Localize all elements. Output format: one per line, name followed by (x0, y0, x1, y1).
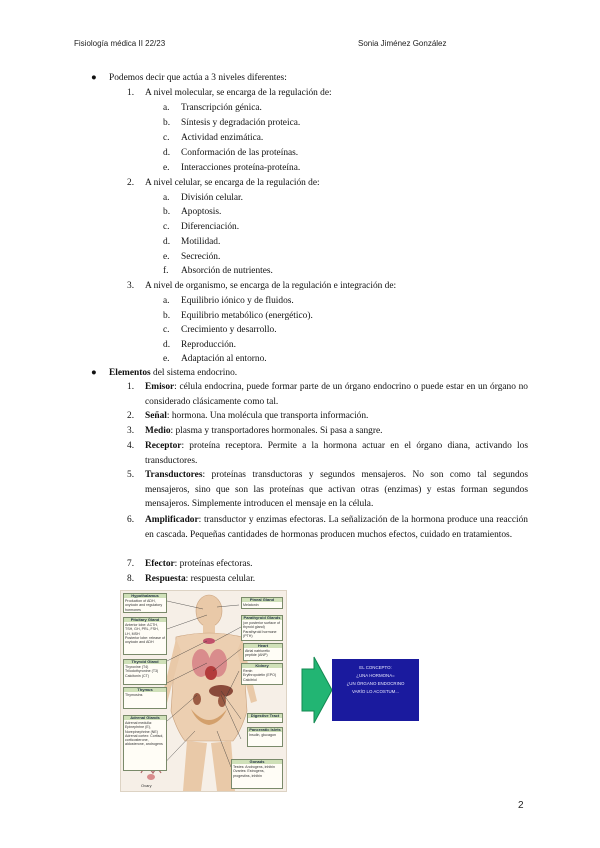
element-senal: Señal: hormona. Una molécula que transporta información. (145, 411, 369, 421)
element-transductores: Transductores: proteínas transductoras y segundos mensajeros. No son como tal segundos mensajeros, sino que son las proteínas que activan otras (enzimas) y estas forman segundos mensajeros. Simplemente introducen el mensaje en la célula. (145, 470, 528, 510)
page-number: 2 (518, 800, 524, 811)
sub-marker: e. (163, 252, 170, 262)
sub-marker: d. (163, 148, 171, 158)
label-pineal: Pineal Gland Melatonin (241, 597, 283, 609)
list-number: 4. (127, 441, 135, 451)
sub-marker: b. (163, 311, 171, 321)
list-item: Crecimiento y desarrollo. (181, 325, 277, 335)
list-item: Reproducción. (181, 340, 236, 350)
list-number: 1. (127, 382, 135, 392)
list-number: 3. (127, 426, 135, 436)
list-item: Secreción. (181, 252, 221, 262)
bullet: ● (91, 368, 97, 378)
list-item: Transcripción génica. (181, 103, 262, 113)
list-number: 1. (127, 88, 135, 98)
list-item: Adaptación al entorno. (181, 354, 267, 364)
header-right: Sonia Jiménez González (358, 39, 447, 48)
sub-marker: a. (163, 296, 170, 306)
list-number: 5. (127, 470, 135, 480)
label-thyroid: Thyroid Gland Thyroxine (T4) Triiodothyronine (T3) Calcitonin (CT) (123, 659, 167, 685)
sub-marker: b. (163, 118, 171, 128)
label-ovary: Ovary (141, 783, 152, 788)
list-number: 2. (127, 411, 135, 421)
sub-marker: a. (163, 193, 170, 203)
sub-marker: a. (163, 103, 170, 113)
label-pancreatic: Pancreatic Islets Insulin, glucagon (247, 727, 283, 747)
list-number: 8. (127, 574, 135, 584)
levels-intro: Podemos decir que actúa a 3 niveles diferentes: (109, 73, 287, 83)
sub-marker: e. (163, 163, 170, 173)
label-thymus: Thymus Thymosins (123, 687, 167, 709)
list-item: Conformación de las proteínas. (181, 148, 299, 158)
sub-marker: c. (163, 325, 170, 335)
sub-marker: c. (163, 222, 170, 232)
list-item: Diferenciación. (181, 222, 240, 232)
level-1-text: A nivel molecular, se encarga de la regulación de: (145, 88, 332, 98)
sub-marker: d. (163, 340, 171, 350)
list-number: 6. (127, 515, 135, 525)
concept-line: EL CONCEPTO: (359, 665, 392, 670)
concept-line: VARÍO LO ACOSTUM... (351, 689, 399, 694)
list-item: Actividad enzimática. (181, 133, 264, 143)
list-item: Equilibrio iónico y de fluidos. (181, 296, 294, 306)
concept-line: ¿UNA HORMONA= (356, 673, 395, 678)
list-item: Absorción de nutrientes. (181, 266, 273, 276)
label-gonads: Gonads Testes: Androgens, inhibin Ovaries: Estrogens, progestins, inhibin (231, 759, 283, 789)
endocrine-system-figure (120, 590, 287, 792)
list-number: 2. (127, 178, 135, 188)
element-emisor: Emisor: célula endocrina, puede formar parte de un órgano endocrino o puede estar en un órgano no considerado clásicamente como tal. (145, 382, 528, 407)
element-medio: Medio: plasma y transportadores hormonales. Si pasa a sangre. (145, 426, 383, 436)
list-item: Equilibrio metabólico (energético). (181, 311, 313, 321)
sub-marker: e. (163, 354, 170, 364)
arrow-right-icon (300, 655, 334, 725)
label-parathyroid: Parathyroid Glands (on posterior surface of thyroid gland) Parathyroid hormone (PTH) (241, 615, 283, 641)
list-item: División celular. (181, 193, 243, 203)
element-efector: Efector: proteínas efectoras. (145, 559, 253, 569)
element-respuesta: Respuesta: respuesta celular. (145, 574, 256, 584)
bullet: ● (91, 73, 97, 83)
list-item: Interacciones proteína-proteína. (181, 163, 301, 173)
sub-marker: d. (163, 237, 171, 247)
label-adrenal: Adrenal Glands Adrenal medulla: Epinephrine (E), Norepinephrine (NE) Adrenal cortex: Cortisol, corticosterone, aldosterone, androgens (123, 715, 167, 771)
list-item: Síntesis y degradación proteica. (181, 118, 301, 128)
sub-marker: b. (163, 207, 171, 217)
header-left: Fisiología médica II 22/23 (74, 39, 166, 48)
label-kidney: Kidney Renin Erythropoietin (EPO) Calcitriol (241, 663, 283, 685)
elements-heading: Elementos del sistema endocrino. (109, 368, 238, 378)
sub-marker: f. (163, 266, 169, 276)
level-2-text: A nivel celular, se encarga de la regulación de: (145, 178, 320, 188)
list-item: Apoptosis. (181, 207, 222, 217)
label-digestive: Digestive Tract (247, 713, 283, 723)
concept-line: ¿UN ÓRGANO ENDOCRINO (346, 681, 405, 686)
level-3-text: A nivel de organismo, se encarga de la regulación e integración de: (145, 281, 397, 291)
list-number: 7. (127, 559, 135, 569)
label-heart: Heart Atrial natriuretic peptide (ANP) (243, 643, 283, 661)
element-amplificador: Amplificador: transductor y enzimas efectoras. La señalización de la hormona produce una reacción en cascada. Pequeñas cantidades de hormonas producen muchos efectos, cuidado en tratamientos. (145, 515, 528, 540)
list-item: Motilidad. (181, 237, 221, 247)
concept-slide (332, 659, 419, 721)
list-number: 3. (127, 281, 135, 291)
sub-marker: c. (163, 133, 170, 143)
label-pituitary: Pituitary Gland Anterior lobe: ACTH, TSH, GH, PRL, FSH, LH, MSH Posterior lobe: release of oxytocin and ADH (123, 617, 167, 655)
label-hypothalamus: Hypothalamus Production of ADH, oxytocin and regulatory hormones (123, 593, 167, 613)
element-receptor: Receptor: proteína receptora. Permite a la hormona actuar en el órgano diana, activando los transductores. (145, 441, 528, 466)
